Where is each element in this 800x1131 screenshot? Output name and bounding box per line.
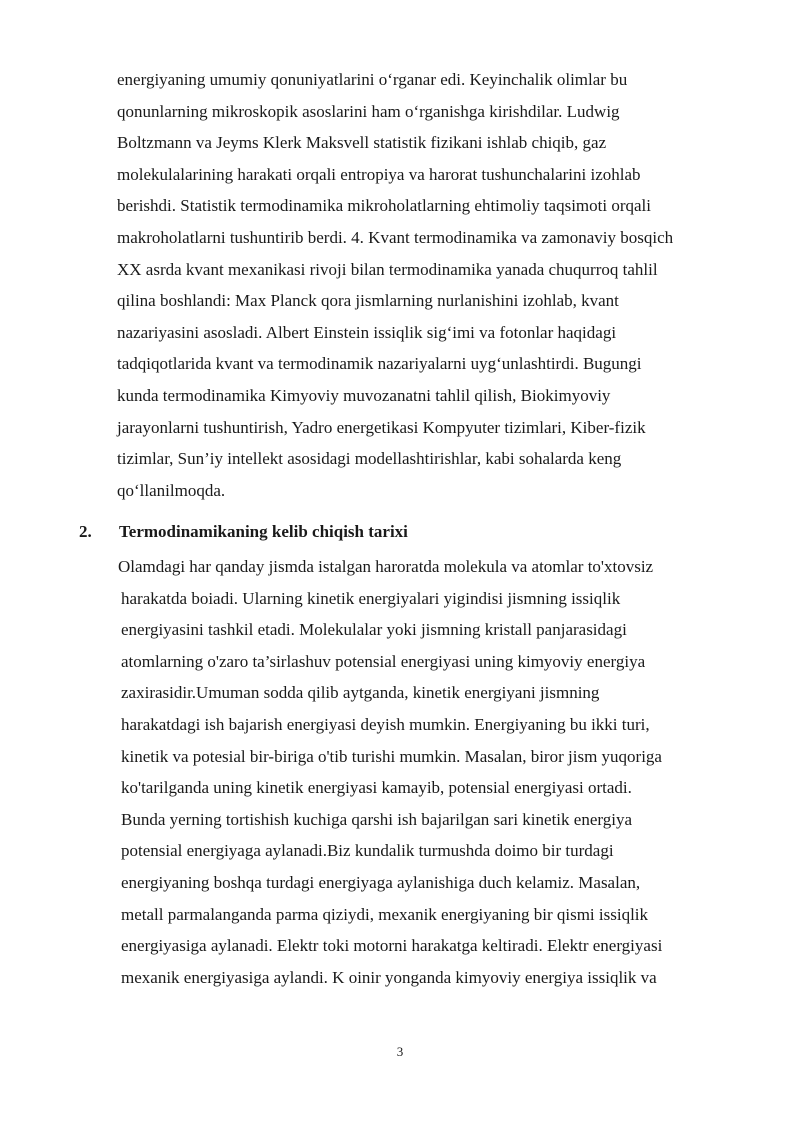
text-line: qilina boshlandi: Max Planck qora jismlarning nurlanishini izohlab, kvant xyxy=(117,291,619,311)
text-line: qo‘llanilmoqda. xyxy=(117,480,226,500)
text-line: kinetik va potesial bir-biriga o'tib turishi mumkin. Masalan, biror jism yuqoriga xyxy=(121,746,662,766)
paragraph-energy xyxy=(118,551,663,993)
text-line: Boltzmann va Jeyms Klerk Maksvell statistik fizikani ishlab chiqib, gaz xyxy=(117,133,607,153)
text-line: energiyasiga aylanadi. Elektr toki motorni harakatga keltiradi. Elektr energiyasi xyxy=(121,936,663,956)
text-line: qonunlarning mikroskopik asoslarini ham o‘rganishga kirishdilar. Ludwig xyxy=(117,101,620,121)
text-line: atomlarning o'zaro ta’sirlashuv potensial energiyasi uning kimyoviy energiya xyxy=(121,651,646,671)
text-line: kunda termodinamika Kimyoviy muvozanatni tahlil qilish, Biokimyoviy xyxy=(117,385,611,405)
text-line: mexanik energiyasiga aylandi. K oinir yonganda kimyoviy energiya issiqlik va xyxy=(121,967,657,987)
text-line: Bunda yerning tortishish kuchiga qarshi ish bajarilgan sari kinetik energiya xyxy=(121,809,632,829)
text-line: berishdi. Statistik termodinamika mikroholatlarning ehtimoliy taqsimoti orqali xyxy=(117,196,652,216)
section-number: 2. xyxy=(79,522,92,541)
text-line: XX asrda kvant mexanikasi rivoji bilan termodinamika yanada chuqurroq tahlil xyxy=(117,259,658,279)
text-line: potensial energiyaga aylanadi.Biz kundalik turmushda doimo bir turdagi xyxy=(121,841,614,861)
text-line: Olamdagi har qanday jismda istalgan haroratda molekula va atomlar to'xtovsiz xyxy=(118,557,654,576)
text-line: makroholatlarni tushuntirib berdi. 4. Kvant termodinamika va zamonaviy bosqich xyxy=(117,227,674,247)
section-title: Termodinamikaning kelib chiqish tarixi xyxy=(119,522,408,541)
text-line: zaxirasidir.Umuman sodda qilib aytganda, kinetik energiyani jismning xyxy=(121,683,600,703)
text-line: energiyaning boshqa turdagi energiyaga aylanishiga duch kelamiz. Masalan, xyxy=(121,872,641,892)
text-line: molekulalarining harakati orqali entropiya va harorat tushunchalarini izohlab xyxy=(117,164,641,184)
text-line: jarayonlarni tushuntirish, Yadro energetikasi Kompyuter tizimlari, Kiber-fizik xyxy=(117,417,646,437)
text-line: energiyasini tashkil etadi. Molekulalar yoki jismning kristall panjarasidagi xyxy=(121,620,627,640)
text-line: harakatdagi ish bajarish energiyasi deyish mumkin. Energiyaning bu ikki turi, xyxy=(121,714,650,734)
section-heading xyxy=(79,520,408,544)
text-line: tizimlar, Sun’iy intellekt asosidagi modellashtirishlar, kabi sohalarda keng xyxy=(117,449,622,469)
text-line: tadqiqotlarida kvant va termodinamik nazariyalarni uyg‘unlashtirdi. Bugungi xyxy=(117,354,642,374)
text-line: harakatda boiadi. Ularning kinetik energiyalari yigindisi jismning issiqlik xyxy=(121,588,621,608)
text-line: ko'tarilganda uning kinetik energiyasi kamayib, potensial energiyasi ortadi. xyxy=(121,778,632,798)
text-line: energiyaning umumiy qonuniyatlarini o‘rganar edi. Keyinchalik olimlar bu xyxy=(117,70,628,89)
text-line: metall parmalanganda parma qiziydi, mexanik energiyaning bir qismi issiqlik xyxy=(121,904,649,924)
paragraph-history-continued xyxy=(117,64,673,506)
page-number: 3 xyxy=(396,1044,404,1059)
text-line: nazariyasini asosladi. Albert Einstein issiqlik sig‘imi va fotonlar haqidagi xyxy=(117,322,617,342)
